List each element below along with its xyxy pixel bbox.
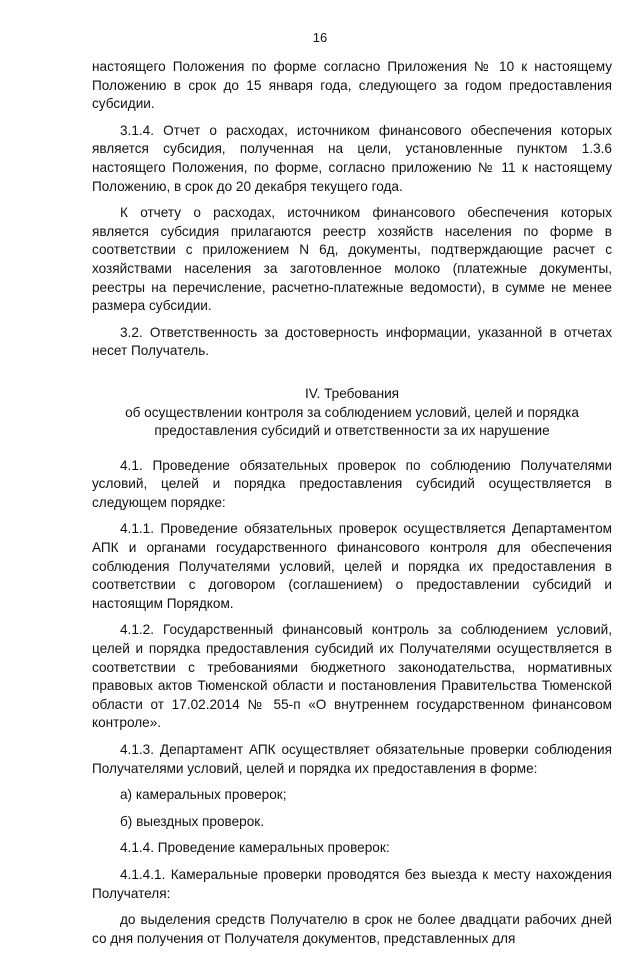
paragraph: 4.1.2. Государственный финансовый контроль за соблюдением условий, целей и порядка предоставления субсидий их Получателями осуществляется в соответствии с требованиями бюджетного законодательства, нормативных правовых актов Тюменской области и постановления Правительства Тюменской области от 17.02.2014 № 55-п «О внутреннем государственном финансовом контроле». <box>92 622 612 731</box>
section-heading-line2: об осуществлении контроля за соблюдением условий, целей и порядка <box>125 404 579 420</box>
paragraph: 4.1.1. Проведение обязательных проверок осуществляется Департаментом АПК и органами государственного финансового контроля для обеспечения соблюдения Получателями условий, целей и порядка их предоставления в соответствии с договором (соглашением) о предоставлении субсидий и настоящим Порядком. <box>92 521 612 611</box>
paragraph: 4.1.4.1. Камеральные проверки проводятся без выезда к месту нахождения Получателя: <box>92 866 612 901</box>
section-heading-line3: предоставления субсидий и ответственности за их нарушение <box>154 423 550 439</box>
section-heading-line1: IV. Требования <box>304 385 400 401</box>
document-body <box>92 58 612 956</box>
paragraph: 4.1. Проведение обязательных проверок по соблюдению Получателями условий, целей и порядка предоставления субсидий осуществляется в следующем порядке: <box>92 457 612 510</box>
paragraph: 3.1.4. Отчет о расходах, источником финансового обеспечения которых является субсидия, полученная на цели, установленные пунктом 1.3.6 настоящего Положения, по форме, согласно приложению № 11 к настоящему Положению, в срок до 20 декабря текущего года. <box>92 122 612 194</box>
paragraph: 3.2. Ответственность за достоверность информации, указанной в отчетах несет Получатель. <box>92 324 612 359</box>
section-4-paragraphs <box>92 457 612 949</box>
page-number: 16 <box>312 30 328 45</box>
section-3-paragraphs <box>92 58 612 361</box>
paragraph: до выделения средств Получателю в срок не более двадцати рабочих дней со дня получения от Получателя документов, представленных для <box>92 912 612 946</box>
paragraph: 4.1.3. Департамент АПК осуществляет обязательные проверки соблюдения Получателями условий, целей и порядка их предоставления в форме: <box>92 742 612 776</box>
section-heading <box>92 385 612 441</box>
paragraph: К отчету о расходах, источником финансового обеспечения которых является субсидия прилагаются реестр хозяйств населения по форме в соответствии с приложением N 6д, документы, подтверждающие расчет с хозяйствами населения за заготовленное молоко (платежные документы, реестры на перечисление, расчетно-платежные ведомости), в сумме не менее размера субсидии. <box>92 205 612 314</box>
paragraph: а) камеральных проверок; <box>120 787 287 803</box>
paragraph: б) выездных проверок. <box>120 813 265 829</box>
paragraph: настоящего Положения по форме согласно Приложения № 10 к настоящему Положению в срок до 15 января года, следующего за годом предоставления субсидии. <box>92 59 612 112</box>
paragraph: 4.1.4. Проведение камеральных проверок: <box>120 840 390 856</box>
